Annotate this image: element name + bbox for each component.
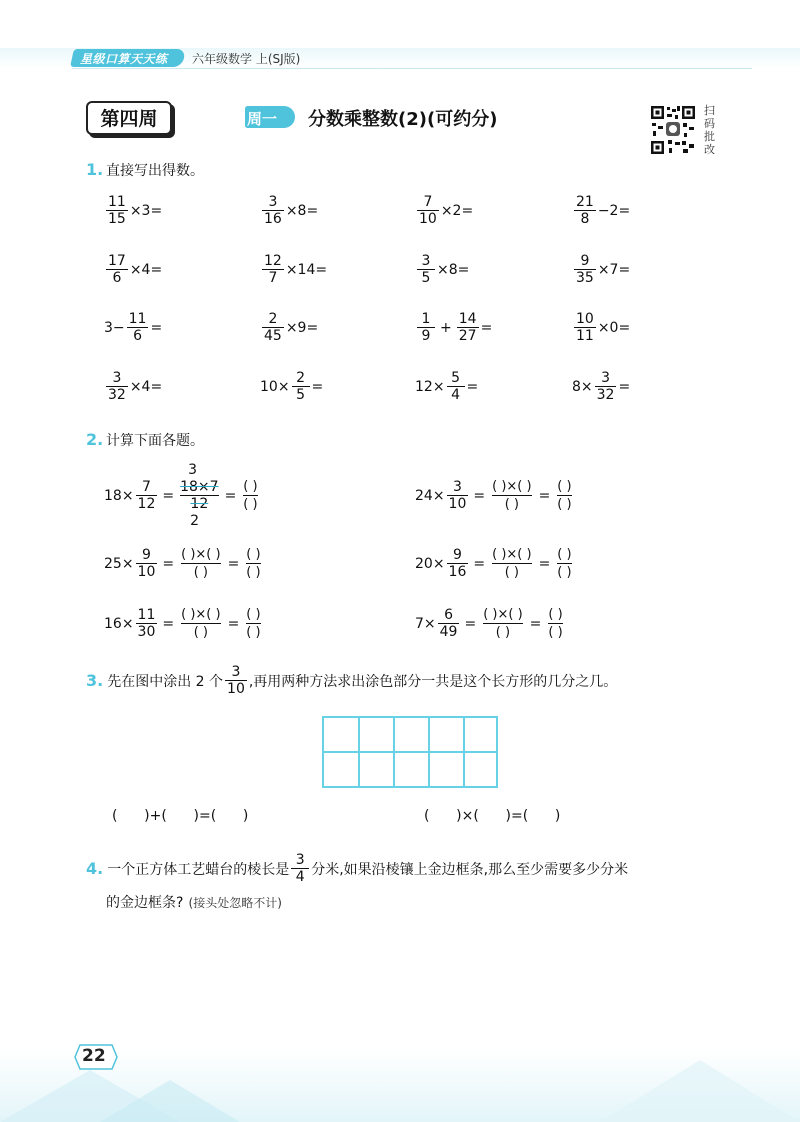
s1-r1-c1: $\frac{11}{15}$ ×3= bbox=[108, 194, 163, 227]
grid-cell[interactable] bbox=[324, 753, 360, 786]
grid-cell[interactable] bbox=[360, 753, 395, 786]
series-title: 六年级数学 上(SJ版) bbox=[192, 52, 301, 66]
grid-cell[interactable] bbox=[395, 753, 430, 786]
s2-example: 18× $\frac{7}{12}$ = 3 18×7 12 2 = $\frac{( )}{( )}$ bbox=[104, 462, 258, 529]
scan-label: 扫 码 批 改 bbox=[704, 104, 715, 156]
s1-r3-c3: $\frac{1}{9}$ + $\frac{14}{27}$ = bbox=[415, 311, 492, 344]
section-1-number: 1. bbox=[86, 160, 104, 179]
s1-r2-c4: $\frac{9}{35}$ ×7= bbox=[576, 253, 631, 286]
section-4-line2: 的金边框条? (接头处忽略不计) bbox=[106, 895, 282, 911]
section-3-question: 3. 先在图中涂出 2 个 $\frac{3}{10}$ ,再用两种方法求出涂色部分一共是这个长方形的几分之几。 bbox=[86, 664, 618, 697]
s1-r4-c3: 12× $\frac{5}{4}$ = bbox=[415, 370, 479, 403]
s1-r3-c4: $\frac{10}{11}$ ×0= bbox=[576, 311, 631, 344]
multiplication-formula[interactable]: ( )×( )=( ) bbox=[424, 808, 561, 824]
s2-item-1: 24× $\frac{3}{10}$ = $\frac{( )\times( )}{( )}$ = $\frac{( )}{( )}$ bbox=[415, 479, 572, 512]
addition-formula[interactable]: ( )+( )=( ) bbox=[112, 808, 249, 824]
s1-r1-c2: $\frac{3}{16}$ ×8= bbox=[264, 194, 319, 227]
day-label: 周一 bbox=[247, 110, 278, 128]
s1-r3-c1: 3− $\frac{11}{6}$ = bbox=[104, 311, 163, 344]
grid-cell[interactable] bbox=[465, 753, 496, 786]
s1-r3-c2: $\frac{2}{45}$ ×9= bbox=[264, 311, 319, 344]
s1-r4-c1: $\frac{3}{32}$ ×4= bbox=[108, 370, 163, 403]
s1-r1-c4: $\frac{21}{8}$ −2= bbox=[576, 194, 631, 227]
s1-r4-c4: 8× $\frac{3}{32}$ = bbox=[572, 370, 631, 403]
s1-r1-c3: $\frac{7}{10}$ ×2= bbox=[419, 194, 474, 227]
grid-cell[interactable] bbox=[430, 753, 465, 786]
footer-decoration bbox=[0, 1040, 800, 1122]
s2-item-3: 20× $\frac{9}{16}$ = $\frac{( )\times( )}{( )}$ = $\frac{( )}{( )}$ bbox=[415, 547, 572, 580]
header-divider bbox=[72, 68, 752, 69]
section-1-instruction: 直接写出得数。 bbox=[106, 163, 204, 179]
grid-cell[interactable] bbox=[465, 718, 496, 753]
grid-cell[interactable] bbox=[324, 718, 360, 753]
s1-r2-c3: $\frac{3}{5}$ ×8= bbox=[415, 253, 469, 286]
qr-code-icon[interactable] bbox=[649, 104, 697, 156]
s1-r2-c1: $\frac{17}{6}$ ×4= bbox=[108, 253, 163, 286]
section-4-note: (接头处忽略不计) bbox=[188, 896, 282, 910]
brand-title: 星级口算天天练 bbox=[80, 52, 168, 66]
page-number: 22 bbox=[82, 1046, 106, 1066]
week-label: 第四周 bbox=[100, 108, 158, 130]
grid-cell[interactable] bbox=[395, 718, 430, 753]
s2-item-4: 16× $\frac{11}{30}$ = $\frac{( )\times( )}{( )}$ = $\frac{( )}{( )}$ bbox=[104, 607, 261, 640]
section-2-number: 2. bbox=[86, 430, 104, 449]
grid-cell[interactable] bbox=[430, 718, 465, 753]
s2-item-2: 25× $\frac{9}{10}$ = $\frac{( )\times( )}{( )}$ = $\frac{( )}{( )}$ bbox=[104, 547, 261, 580]
s2-item-5: 7× $\frac{6}{49}$ = $\frac{( )\times( )}{( )}$ = $\frac{( )}{( )}$ bbox=[415, 607, 563, 640]
s1-r4-c2: 10× $\frac{2}{5}$ = bbox=[260, 370, 324, 403]
topic-title: 分数乘整数(2)(可约分) bbox=[308, 109, 498, 130]
section-2-instruction: 计算下面各题。 bbox=[106, 433, 204, 449]
grid-cell[interactable] bbox=[360, 718, 395, 753]
s1-r2-c2: $\frac{12}{7}$ ×14= bbox=[264, 253, 328, 286]
rectangle-grid[interactable] bbox=[322, 716, 498, 788]
section-4-question: 4. 一个正方体工艺蜡台的棱长是 $\frac{3}{4}$ 分米,如果沿棱镶上金边框条,那么至少需要多少分米 bbox=[86, 852, 629, 885]
